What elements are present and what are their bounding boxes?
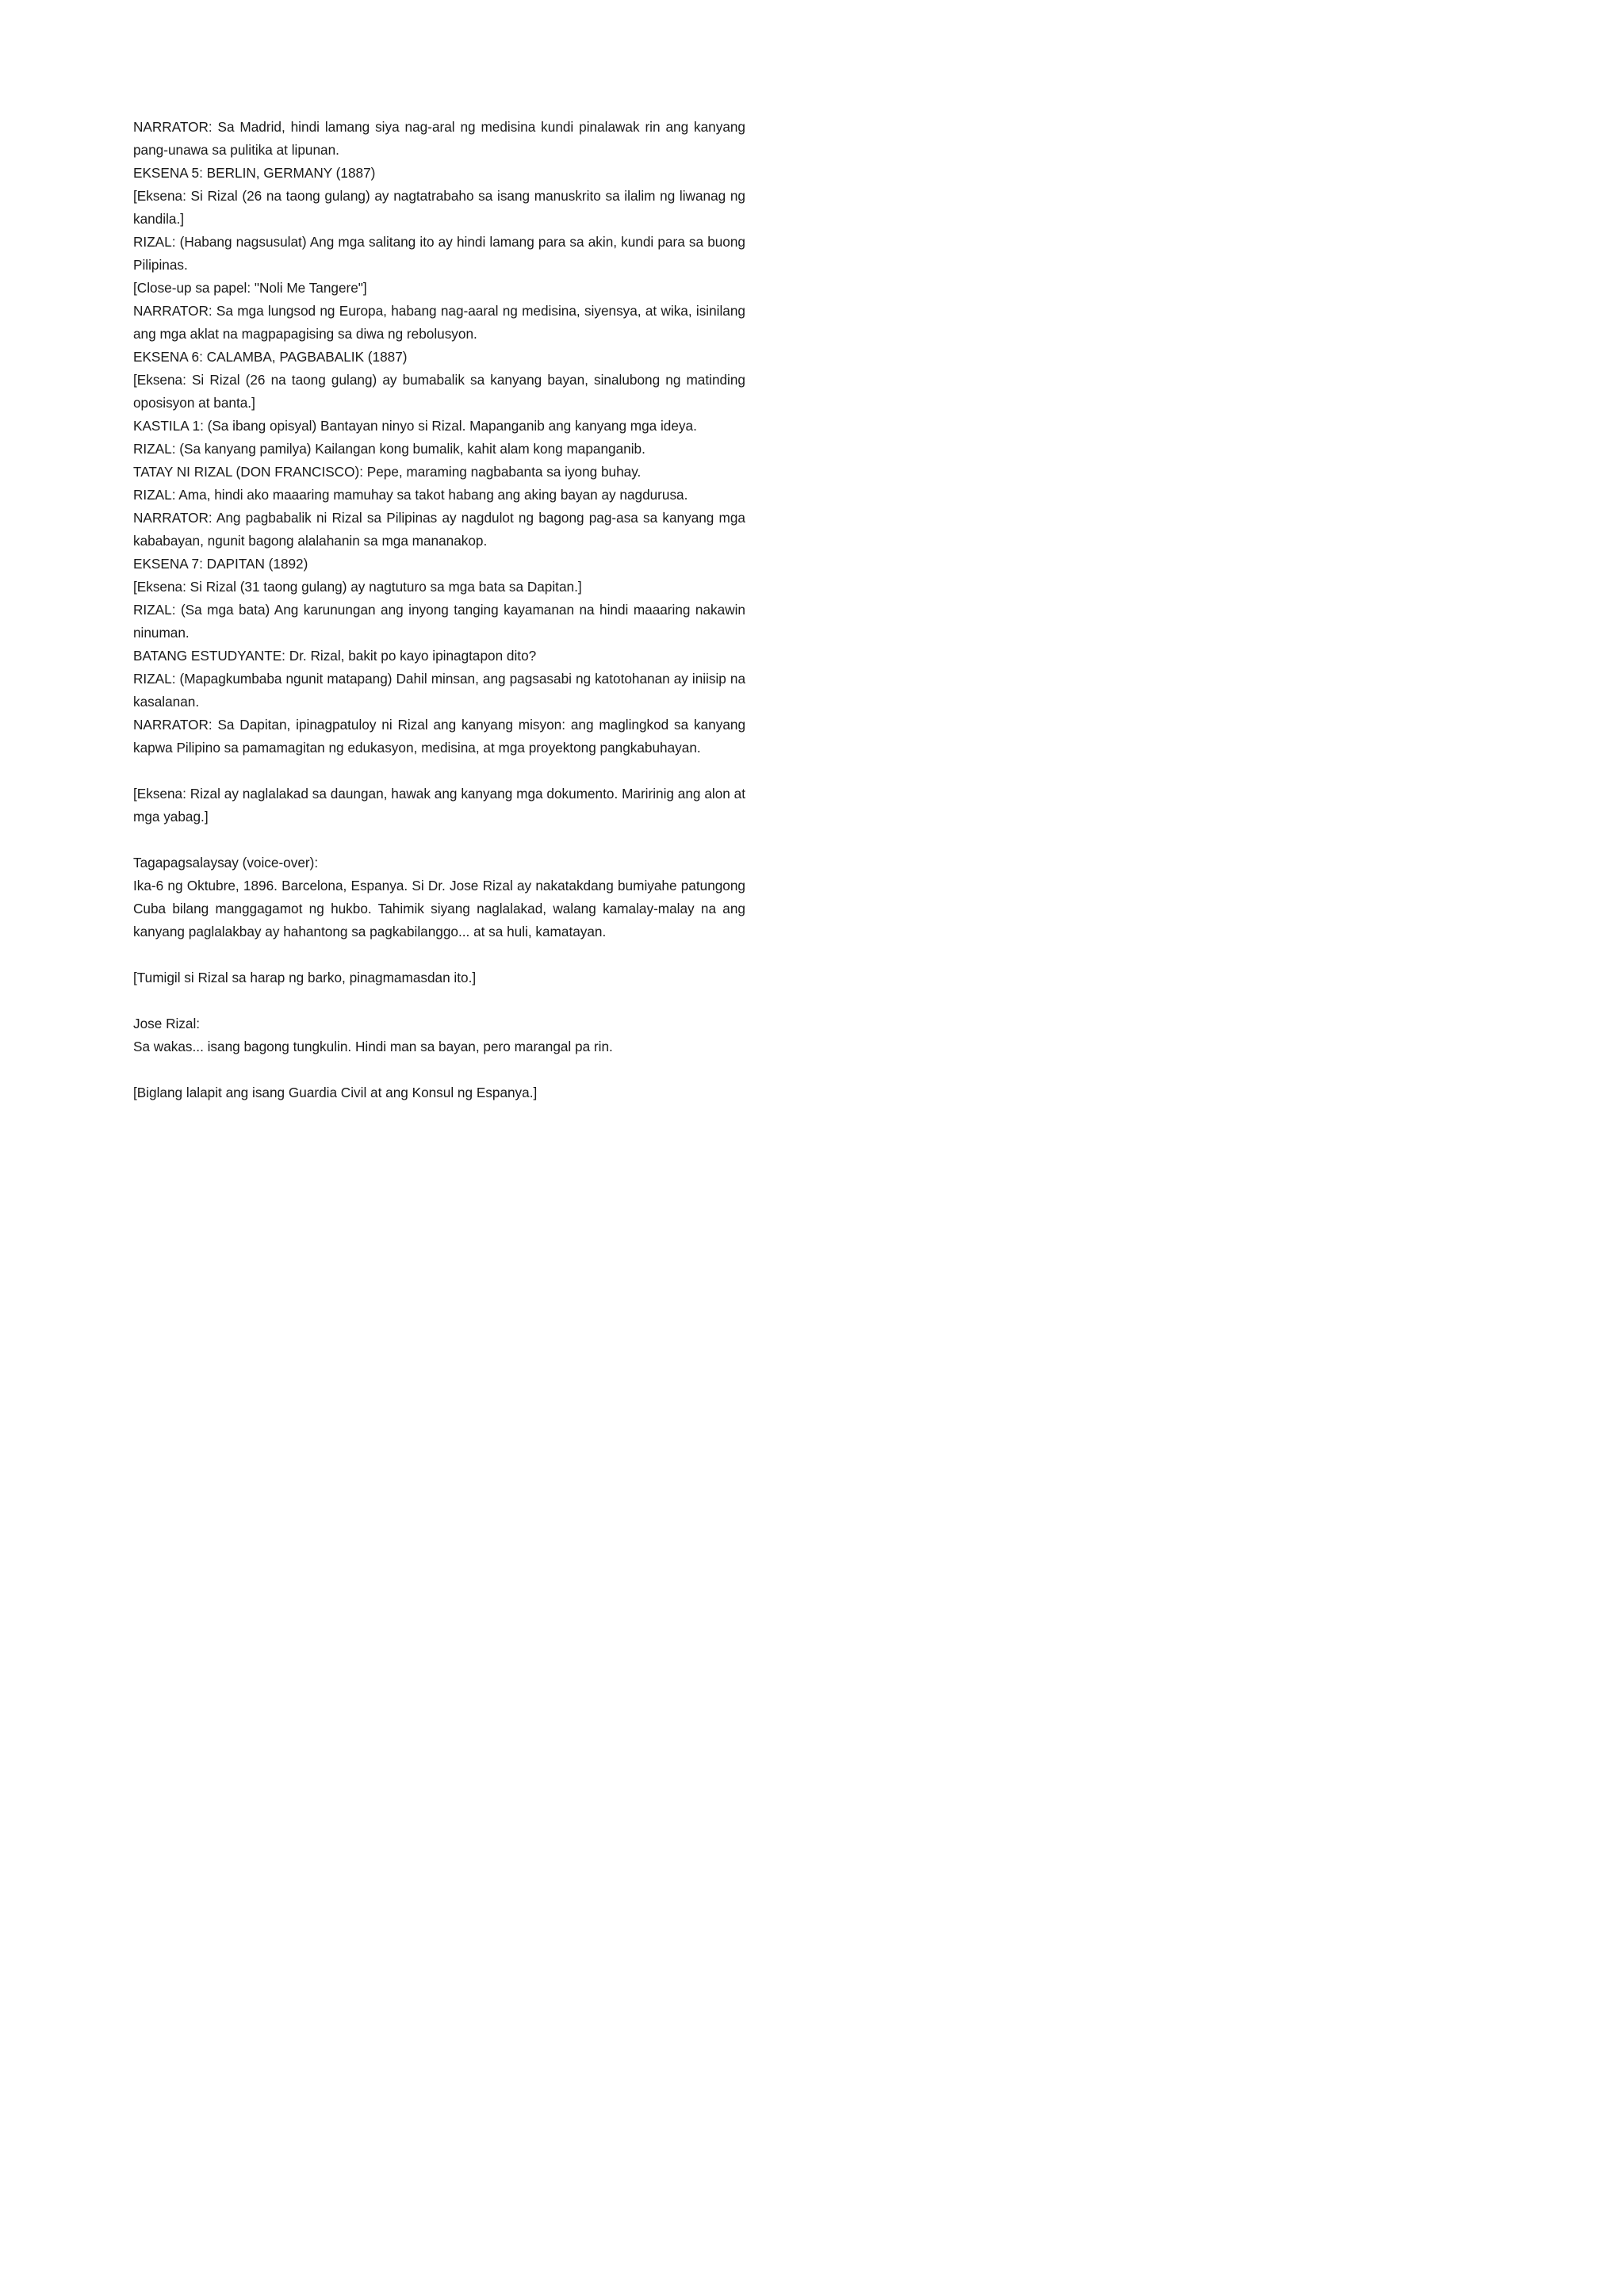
- stage-direction: [Eksena: Si Rizal (31 taong gulang) ay nagtuturo sa mga bata sa Dapitan.]: [133, 579, 582, 595]
- dialogue-line: Sa wakas... isang bagong tungkulin. Hindi man sa bayan, pero marangal pa rin.: [133, 1039, 613, 1054]
- dialogue-line: RIZAL: Ama, hindi ako maaaring mamuhay sa takot habang ang aking bayan ay nagdurusa.: [133, 487, 688, 503]
- narration-line: NARRATOR: Sa Madrid, hindi lamang siya nag-aral ng medisina kundi pinalawak rin ang kanyang pang-unawa sa pulitika at lipunan.: [133, 119, 745, 158]
- stage-direction: [Biglang lalapit ang isang Guardia Civil at ang Konsul ng Espanya.]: [133, 1085, 538, 1100]
- scene-heading: EKSENA 5: BERLIN, GERMANY (1887): [133, 165, 376, 181]
- stage-direction: [Eksena: Rizal ay naglalakad sa daungan, hawak ang kanyang mga dokumento. Maririnig ang alon at mga yabag.]: [133, 786, 745, 825]
- dialogue-line: RIZAL: (Mapagkumbaba ngunit matapang) Dahil minsan, ang pagsasabi ng katotohanan ay iniisip na kasalanan.: [133, 671, 745, 710]
- speaker-label: Tagapagsalaysay (voice-over):: [133, 855, 319, 871]
- dialogue-line: RIZAL: (Sa mga bata) Ang karunungan ang inyong tanging kayamanan na hindi maaaring nakawin ninuman.: [133, 602, 745, 641]
- narration-line: NARRATOR: Sa Dapitan, ipinagpatuloy ni Rizal ang kanyang misyon: ang maglingkod sa kanyang kapwa Pilipino sa pamamagitan ng edukasyon, medisina, at mga proyektong pangkabuhayan.: [133, 717, 745, 756]
- stage-direction: [Tumigil si Rizal sa harap ng barko, pinagmamasdan ito.]: [133, 970, 477, 985]
- stage-direction: [Eksena: Si Rizal (26 na taong gulang) ay bumabalik sa kanyang bayan, sinalubong ng matinding oposisyon at banta.]: [133, 372, 745, 411]
- dialogue-line: RIZAL: (Sa kanyang pamilya) Kailangan kong bumalik, kahit alam kong mapanganib.: [133, 441, 645, 457]
- voice-over-line: Ika-6 ng Oktubre, 1896. Barcelona, Espanya. Si Dr. Jose Rizal ay nakatakdang bumiyahe patungong Cuba bilang manggagamot ng hukbo. Tahimik siyang naglalakad, walang kamalay-malay na ang kanyang paglalakbay ay hahantong sa pagkabilanggo... at sa huli, kamatayan.: [133, 878, 745, 939]
- dialogue-line: KASTILA 1: (Sa ibang opisyal) Bantayan ninyo si Rizal. Mapanganib ang kanyang mga ideya.: [133, 418, 697, 434]
- stage-direction: [Eksena: Si Rizal (26 na taong gulang) ay nagtatrabaho sa isang manuskrito sa ilalim ng liwanag ng kandila.]: [133, 188, 745, 227]
- scene-heading: EKSENA 6: CALAMBA, PAGBABALIK (1887): [133, 349, 408, 365]
- narration-line: NARRATOR: Ang pagbabalik ni Rizal sa Pilipinas ay nagdulot ng bagong pag-asa sa kanyang mga kababayan, ngunit bagong alalahanin sa mga mananakop.: [133, 510, 745, 549]
- dialogue-line: BATANG ESTUDYANTE: Dr. Rizal, bakit po kayo ipinagtapon dito?: [133, 648, 537, 664]
- document-body: [133, 116, 745, 1104]
- speaker-label: Jose Rizal:: [133, 1016, 201, 1031]
- stage-direction: [Close-up sa papel: "Noli Me Tangere"]: [133, 280, 367, 296]
- dialogue-line: TATAY NI RIZAL (DON FRANCISCO): Pepe, maraming nagbabanta sa iyong buhay.: [133, 464, 642, 480]
- document-page: [0, 0, 872, 1233]
- scene-heading: EKSENA 7: DAPITAN (1892): [133, 556, 308, 572]
- dialogue-line: RIZAL: (Habang nagsusulat) Ang mga salitang ito ay hindi lamang para sa akin, kundi para sa buong Pilipinas.: [133, 234, 745, 273]
- narration-line: NARRATOR: Sa mga lungsod ng Europa, habang nag-aaral ng medisina, siyensya, at wika, isinilang ang mga aklat na magpapagising sa diwa ng rebolusyon.: [133, 303, 745, 342]
